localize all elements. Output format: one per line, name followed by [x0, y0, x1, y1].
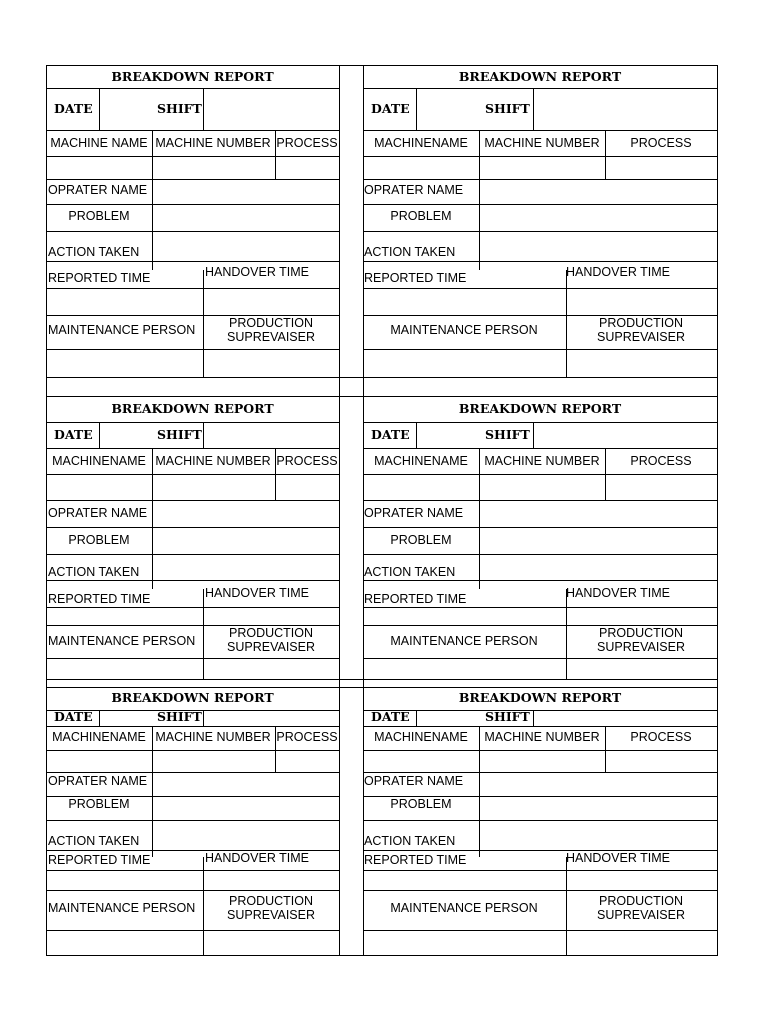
- form-3-process-field[interactable]: [276, 475, 338, 499]
- form-2-date-field[interactable]: [417, 89, 477, 129]
- form-1-process-field[interactable]: [276, 157, 338, 178]
- form-3-shift-field[interactable]: [204, 423, 338, 447]
- form-5-shift-label: SHIFT: [157, 708, 202, 724]
- form-1-operator-name-field[interactable]: [153, 180, 338, 203]
- form-1-operator-name-label: OPRATER NAME: [48, 182, 148, 197]
- form-6-action-taken-field[interactable]: [480, 821, 716, 849]
- form-1-process-label: PROCESS: [276, 135, 338, 150]
- form-3-production-supervisor-field[interactable]: [204, 659, 338, 678]
- form-4-shift-label: SHIFT: [485, 426, 530, 442]
- form-6-shift-label: SHIFT: [485, 708, 530, 724]
- form-3-machine-number-label: MACHINE NUMBER: [155, 453, 271, 468]
- form-5-reported-time-label: REPORTED TIME: [48, 852, 151, 867]
- form-5-date-field[interactable]: [100, 711, 151, 725]
- form-4-operator-name-label: OPRATER NAME: [364, 505, 464, 520]
- form-5-handover-time-label: HANDOVER TIME: [205, 850, 309, 865]
- form-1-action-taken-label: ACTION TAKEN: [48, 244, 140, 259]
- form-5-problem-field[interactable]: [153, 797, 338, 819]
- form-5-maintenance-person-field[interactable]: [47, 931, 202, 954]
- form-5-action-taken-field[interactable]: [153, 821, 338, 849]
- form-3-machine-name-label: MACHINENAME: [52, 453, 146, 468]
- form-1-handover-time-label: HANDOVER TIME: [205, 264, 309, 279]
- form-1-date-field[interactable]: [100, 89, 151, 129]
- form-6-reported-time-label: REPORTED TIME: [364, 852, 467, 867]
- form-5-machine-name-field[interactable]: [47, 751, 151, 771]
- form-3-date-field[interactable]: [100, 423, 151, 447]
- form-5-machine-name-label: MACHINENAME: [52, 729, 146, 744]
- form-3-action-taken-field[interactable]: [153, 555, 338, 579]
- form-4-row-rule: [363, 580, 718, 581]
- form-1-report-title: BREAKDOWN REPORT: [111, 68, 274, 84]
- form-2-reported-time-field[interactable]: [364, 289, 565, 314]
- form-4-date-field[interactable]: [417, 423, 477, 447]
- form-4-machine-name-field[interactable]: [364, 475, 478, 499]
- form-1-reported-time-field[interactable]: [47, 289, 202, 314]
- form-2-production-supervisor-field[interactable]: [567, 350, 716, 376]
- form-4-handover-time-field[interactable]: [567, 608, 716, 624]
- form-3-report-title: BREAKDOWN REPORT: [111, 400, 274, 416]
- form-6-handover-time-label: HANDOVER TIME: [566, 850, 670, 865]
- form-3-maintenance-person-label: MAINTENANCE PERSON: [48, 633, 196, 648]
- form-6-reported-time-field[interactable]: [364, 871, 565, 889]
- form-6-machine-number-field[interactable]: [480, 751, 604, 771]
- form-4-problem-field[interactable]: [480, 528, 716, 553]
- form-4-action-taken-field[interactable]: [480, 555, 716, 579]
- form-6-report-title: BREAKDOWN REPORT: [458, 689, 622, 705]
- spacer-column-left-edge: [339, 65, 340, 956]
- block-separator: [46, 687, 718, 688]
- form-6-machine-name-label: MACHINENAME: [374, 729, 468, 744]
- form-1-machine-number-label: MACHINE NUMBER: [155, 135, 271, 150]
- form-4-machine-number-label: MACHINE NUMBER: [484, 453, 600, 468]
- block-separator: [46, 679, 718, 680]
- form-2-machine-name-label: MACHINENAME: [374, 135, 468, 150]
- form-6-operator-name-field[interactable]: [480, 773, 716, 795]
- sheet-border-left: [46, 65, 47, 956]
- form-3-production-supervisor-label: PRODUCTION SUPREVAISER: [227, 626, 315, 654]
- form-5-process-label: PROCESS: [276, 729, 338, 744]
- form-5-report-title: BREAKDOWN REPORT: [111, 689, 274, 705]
- form-4-process-label: PROCESS: [630, 453, 692, 468]
- form-3-row-rule: [46, 448, 340, 449]
- form-3-reported-time-field[interactable]: [47, 608, 202, 624]
- form-3-machine-name-field[interactable]: [47, 475, 151, 499]
- form-3-handover-time-field[interactable]: [204, 608, 338, 624]
- block-separator: [46, 377, 718, 378]
- form-2-action-taken-field[interactable]: [480, 232, 716, 260]
- form-5-machine-number-field[interactable]: [153, 751, 274, 771]
- form-2-reported-time-label: REPORTED TIME: [364, 270, 467, 285]
- form-1-maintenance-person-label: MAINTENANCE PERSON: [48, 322, 196, 337]
- form-3-problem-field[interactable]: [153, 528, 338, 553]
- form-5-operator-name-label: OPRATER NAME: [48, 773, 148, 788]
- form-2-operator-name-field[interactable]: [480, 180, 716, 203]
- form-6-maintenance-person-label: MAINTENANCE PERSON: [390, 900, 538, 915]
- form-4-report-title: BREAKDOWN REPORT: [458, 400, 622, 416]
- block-separator: [46, 396, 718, 397]
- form-2-shift-field[interactable]: [534, 89, 716, 129]
- form-4-reported-time-label: REPORTED TIME: [364, 591, 467, 606]
- form-1-machine-name-label: MACHINE NAME: [50, 135, 148, 150]
- form-5-action-taken-label: ACTION TAKEN: [48, 833, 140, 848]
- form-3-maintenance-person-field[interactable]: [47, 659, 202, 678]
- form-6-process-field[interactable]: [606, 751, 716, 771]
- form-2-handover-time-label: HANDOVER TIME: [566, 264, 670, 279]
- form-6-problem-label: PROBLEM: [390, 796, 452, 811]
- form-5-handover-time-field[interactable]: [204, 871, 338, 889]
- form-1-row-rule: [46, 261, 340, 262]
- form-5-reported-time-field[interactable]: [47, 871, 202, 889]
- form-6-row-rule: [363, 890, 718, 891]
- form-1-date-label: DATE: [54, 100, 93, 116]
- form-2-production-supervisor-label: PRODUCTION SUPREVAISER: [597, 316, 685, 344]
- form-3-shift-label: SHIFT: [157, 426, 202, 442]
- form-2-problem-label: PROBLEM: [390, 208, 452, 223]
- form-3-operator-name-field[interactable]: [153, 501, 338, 526]
- form-1-maintenance-person-field[interactable]: [47, 350, 202, 376]
- form-1-reported-time-label: REPORTED TIME: [48, 270, 151, 285]
- form-4-process-field[interactable]: [606, 475, 716, 499]
- form-6-operator-name-label: OPRATER NAME: [364, 773, 464, 788]
- form-5-row-rule: [46, 726, 340, 727]
- form-6-action-taken-label: ACTION TAKEN: [364, 833, 456, 848]
- form-5-date-label: DATE: [54, 708, 93, 724]
- form-2-machine-number-label: MACHINE NUMBER: [484, 135, 600, 150]
- form-4-operator-name-field[interactable]: [480, 501, 716, 526]
- form-2-operator-name-label: OPRATER NAME: [364, 182, 464, 197]
- form-3-date-label: DATE: [54, 426, 93, 442]
- form-6-process-label: PROCESS: [630, 729, 692, 744]
- form-2-handover-time-field[interactable]: [567, 289, 716, 314]
- form-4-machine-name-label: MACHINENAME: [374, 453, 468, 468]
- form-1-machine-name-field[interactable]: [47, 157, 151, 178]
- form-5-operator-name-field[interactable]: [153, 773, 338, 795]
- form-2-machine-name-field[interactable]: [364, 157, 478, 178]
- form-2-row-rule: [363, 130, 718, 131]
- form-4-shift-field[interactable]: [534, 423, 716, 447]
- form-2-date-label: DATE: [371, 100, 410, 116]
- form-4-production-supervisor-label: PRODUCTION SUPREVAISER: [597, 626, 685, 654]
- form-6-production-supervisor-field[interactable]: [567, 931, 716, 954]
- form-6-row-rule: [363, 726, 718, 727]
- form-4-maintenance-person-label: MAINTENANCE PERSON: [390, 633, 538, 648]
- form-3-process-label: PROCESS: [276, 453, 338, 468]
- form-6-problem-field[interactable]: [480, 797, 716, 819]
- sheet-border-bottom: [46, 955, 718, 956]
- form-4-handover-time-label: HANDOVER TIME: [566, 585, 670, 600]
- form-4-machine-number-field[interactable]: [480, 475, 604, 499]
- form-3-machine-number-field[interactable]: [153, 475, 274, 499]
- form-6-shift-field[interactable]: [534, 711, 716, 725]
- form-1-problem-label: PROBLEM: [68, 208, 130, 223]
- form-6-maintenance-person-field[interactable]: [364, 931, 565, 954]
- form-4-row-rule: [363, 448, 718, 449]
- form-2-process-field[interactable]: [606, 157, 716, 178]
- sheet-border-right: [717, 65, 718, 956]
- form-1-shift-label: SHIFT: [157, 100, 202, 116]
- form-1-shift-field[interactable]: [204, 89, 338, 129]
- form-3-action-taken-label: ACTION TAKEN: [48, 564, 140, 579]
- form-2-report-title: BREAKDOWN REPORT: [458, 68, 622, 84]
- form-5-shift-field[interactable]: [204, 711, 338, 725]
- form-2-maintenance-person-field[interactable]: [364, 350, 565, 376]
- form-2-machine-number-field[interactable]: [480, 157, 604, 178]
- form-5-machine-number-label: MACHINE NUMBER: [155, 729, 271, 744]
- form-4-reported-time-field[interactable]: [364, 608, 565, 624]
- form-4-maintenance-person-field[interactable]: [364, 659, 565, 678]
- form-6-handover-time-field[interactable]: [567, 871, 716, 889]
- form-6-machine-number-label: MACHINE NUMBER: [484, 729, 600, 744]
- form-4-date-label: DATE: [371, 426, 410, 442]
- form-2-shift-label: SHIFT: [485, 100, 530, 116]
- form-4-production-supervisor-field[interactable]: [567, 659, 716, 678]
- form-5-production-supervisor-label: PRODUCTION SUPREVAISER: [227, 894, 315, 922]
- form-1-machine-number-field[interactable]: [153, 157, 274, 178]
- form-3-row-rule: [46, 580, 340, 581]
- form-4-problem-label: PROBLEM: [390, 532, 452, 547]
- form-2-row-rule: [363, 261, 718, 262]
- form-3-reported-time-label: REPORTED TIME: [48, 591, 151, 606]
- form-5-problem-label: PROBLEM: [68, 796, 130, 811]
- form-6-date-label: DATE: [371, 708, 410, 724]
- form-4-action-taken-label: ACTION TAKEN: [364, 564, 456, 579]
- form-5-maintenance-person-label: MAINTENANCE PERSON: [48, 900, 196, 915]
- form-3-problem-label: PROBLEM: [68, 532, 130, 547]
- form-1-problem-field[interactable]: [153, 205, 338, 230]
- form-6-production-supervisor-label: PRODUCTION SUPREVAISER: [597, 894, 685, 922]
- form-6-date-field[interactable]: [417, 711, 477, 725]
- form-2-process-label: PROCESS: [630, 135, 692, 150]
- form-5-row-rule: [46, 890, 340, 891]
- form-2-maintenance-person-label: MAINTENANCE PERSON: [390, 322, 538, 337]
- form-1-production-supervisor-label: PRODUCTION SUPREVAISER: [227, 316, 315, 344]
- form-1-action-taken-field[interactable]: [153, 232, 338, 260]
- form-5-process-field[interactable]: [276, 751, 338, 771]
- form-3-handover-time-label: HANDOVER TIME: [205, 585, 309, 600]
- form-2-problem-field[interactable]: [480, 205, 716, 230]
- form-1-production-supervisor-field[interactable]: [204, 350, 338, 376]
- form-1-row-rule: [46, 130, 340, 131]
- form-2-action-taken-label: ACTION TAKEN: [364, 244, 456, 259]
- form-5-production-supervisor-field[interactable]: [204, 931, 338, 954]
- form-6-machine-name-field[interactable]: [364, 751, 478, 771]
- form-1-handover-time-field[interactable]: [204, 289, 338, 314]
- form-3-operator-name-label: OPRATER NAME: [48, 505, 148, 520]
- sheet-border-top: [46, 65, 718, 66]
